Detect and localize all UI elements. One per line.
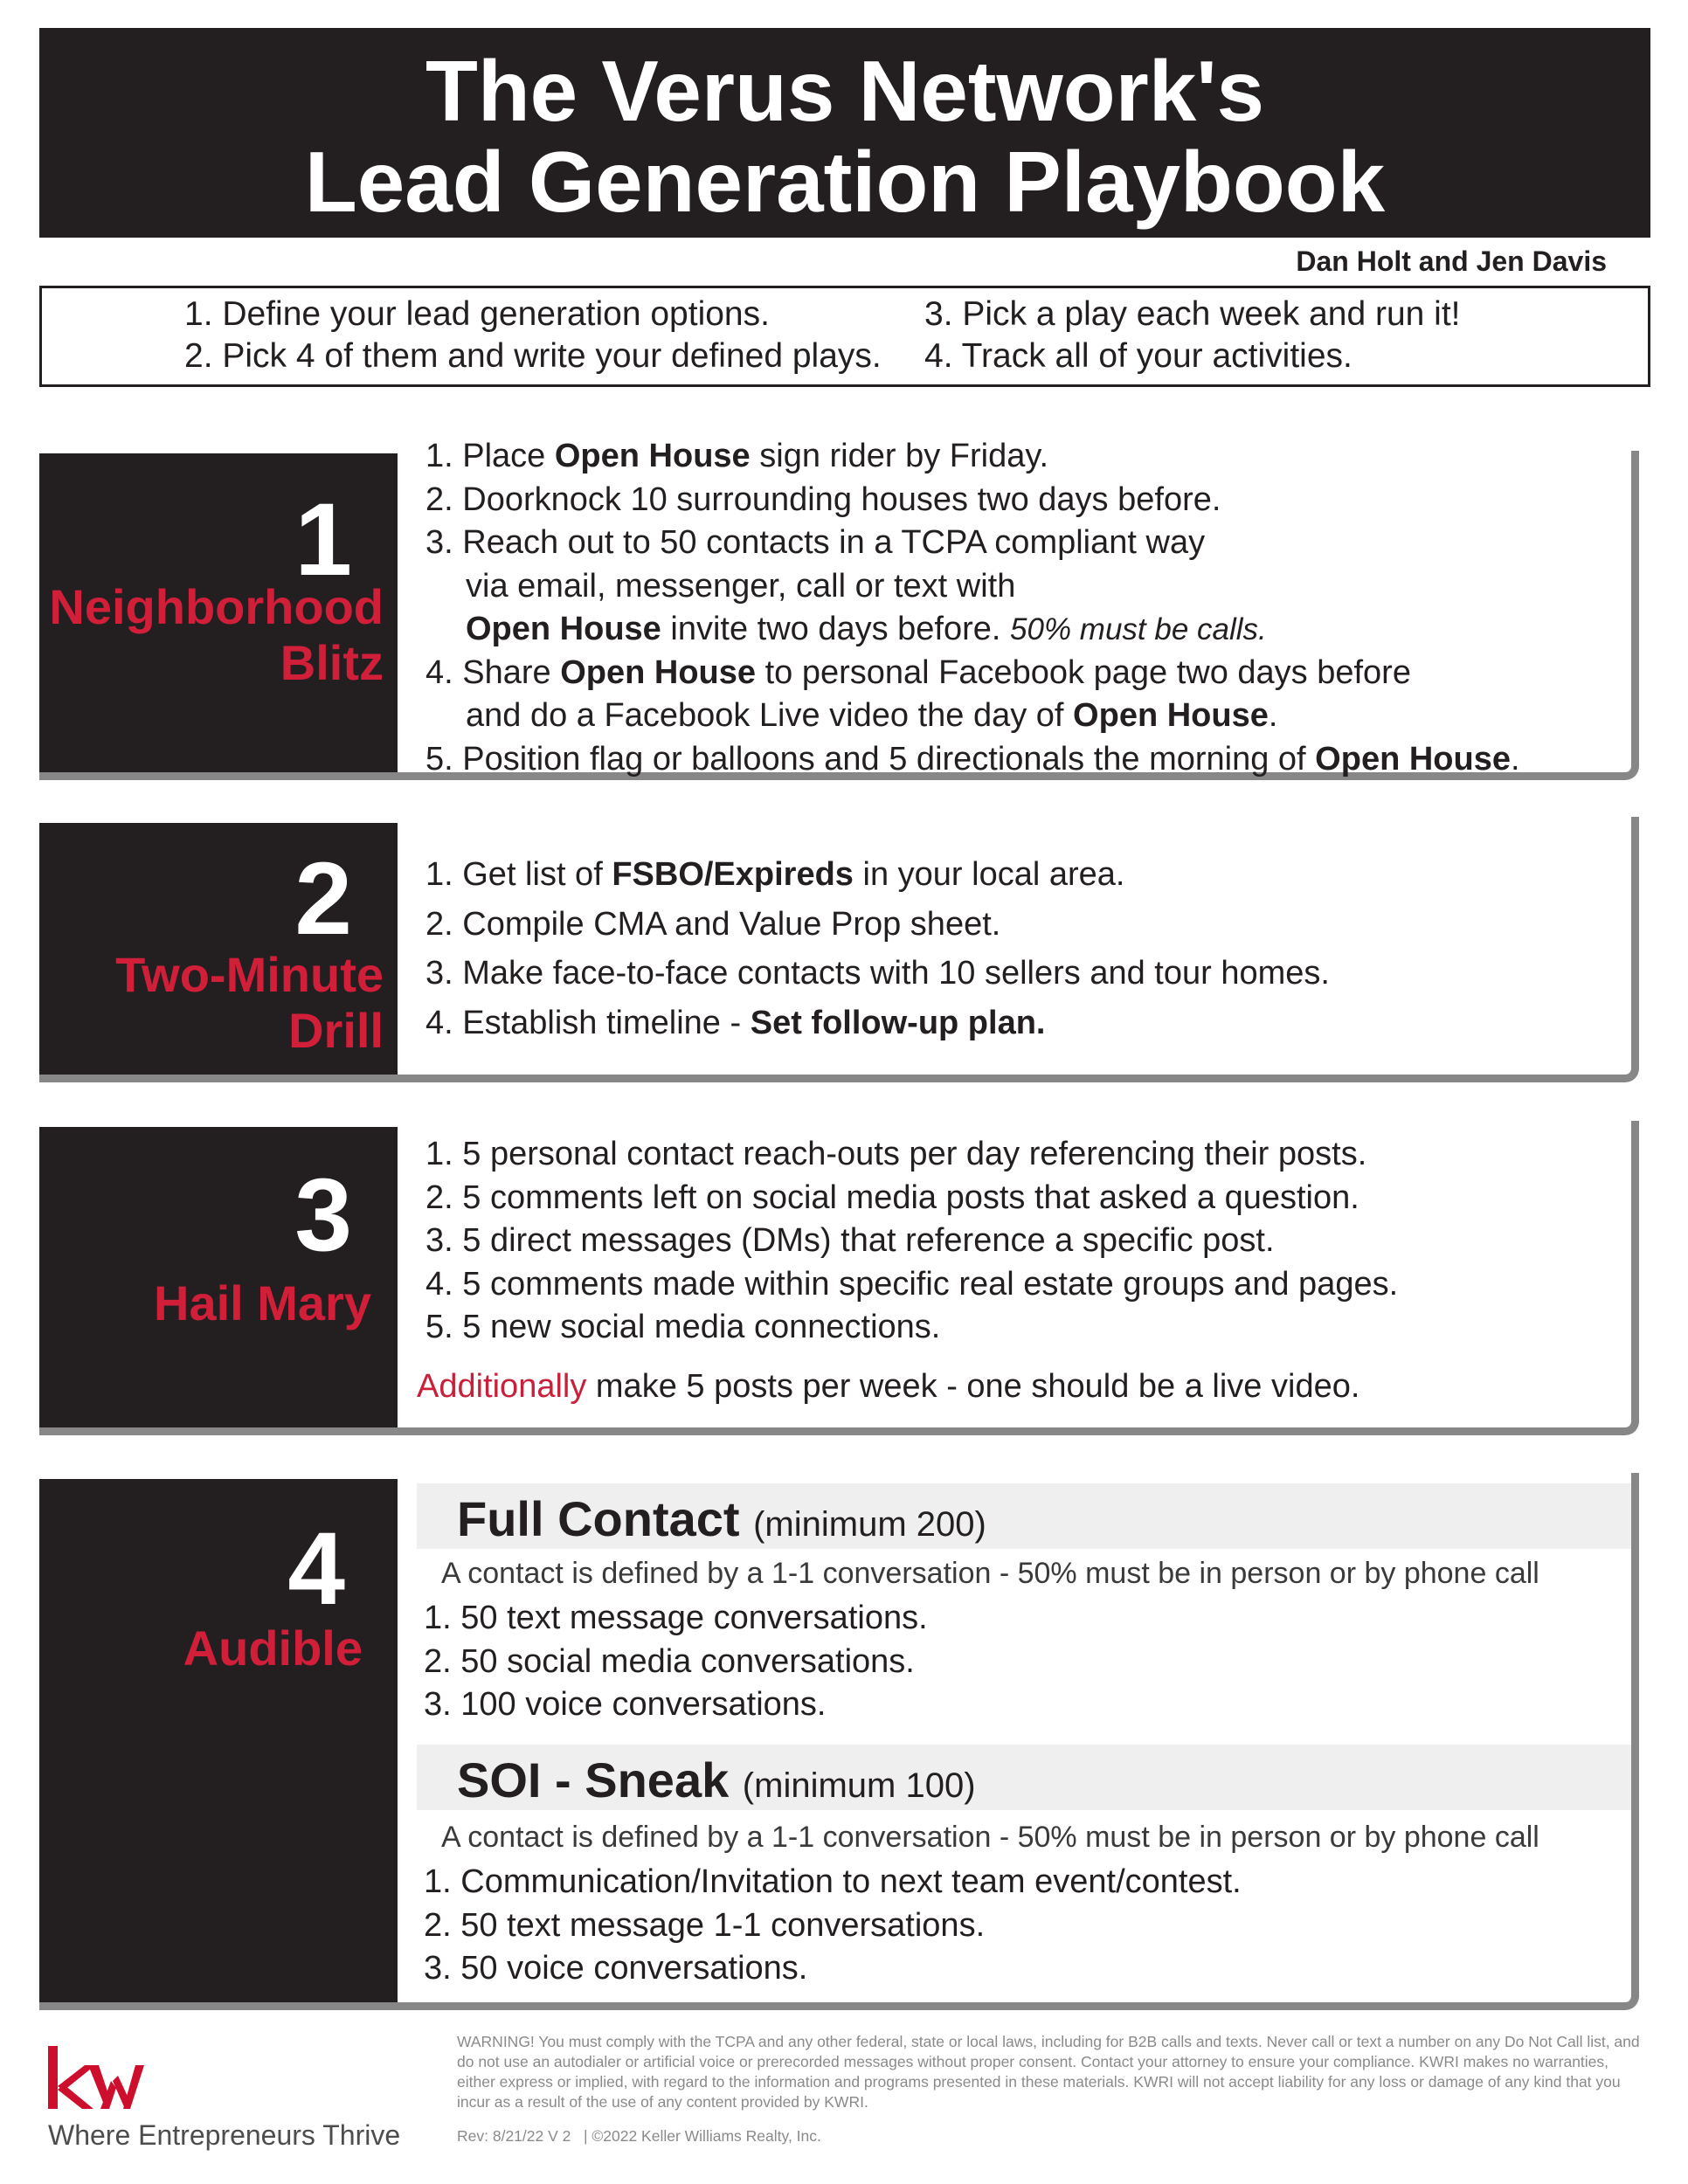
play-1-shadow <box>39 772 406 780</box>
play-4-panel <box>398 1473 1639 2010</box>
full-contact-title: Full Contact <box>457 1491 740 1546</box>
step-line: 2. Doorknock 10 surrounding houses two days before. <box>425 480 1221 518</box>
step-line: 2. 5 comments left on social media posts that asked a question. <box>425 1178 1359 1216</box>
title-banner <box>39 28 1650 238</box>
title-line-2: Lead Generation Playbook <box>304 134 1386 230</box>
play-1-label-block <box>39 453 398 772</box>
play-1-steps <box>425 435 1520 781</box>
full-contact-items <box>424 1597 928 1727</box>
step-line: 3. 100 voice conversations. <box>424 1686 827 1723</box>
play-4-name: Audible <box>183 1621 363 1676</box>
step-line: 5. Position flag or balloons and 5 directionals the morning of Open House. <box>425 740 1520 778</box>
intro-step: 3. Pick a play each week and run it! <box>924 295 1461 333</box>
play-2-label-block <box>39 823 398 1075</box>
kw-logo <box>48 2044 144 2117</box>
title-line-1: The Verus Network's <box>425 43 1265 139</box>
step-line: 1. Place Open House sign rider by Friday. <box>425 438 1049 474</box>
play-2-panel <box>398 817 1639 1082</box>
step-line: Open House invite two days before. 50% must be calls. <box>466 611 1267 647</box>
play-1-number: 1 <box>294 482 352 598</box>
authors: Dan Holt and Jen Davis <box>1296 245 1607 277</box>
play-3-panel <box>398 1121 1639 1435</box>
step-line: 3. Make face-to-face contacts with 10 sellers and tour homes. <box>425 955 1330 992</box>
step-line: via email, messenger, call or text with <box>466 567 1016 605</box>
step-line: 2. 50 social media conversations. <box>424 1642 915 1680</box>
step-line: 2. Compile CMA and Value Prop sheet. <box>425 905 1001 943</box>
step-line: 5. 5 new social media connections. <box>425 1309 941 1345</box>
soi-sneak-items <box>424 1861 1242 1991</box>
step-line: 1. 5 personal contact reach-outs per day referencing their posts. <box>425 1136 1367 1172</box>
intro-step: 4. Track all of your activities. <box>924 337 1352 375</box>
play-3-number: 3 <box>294 1158 352 1273</box>
soi-sneak-minimum: (minimum 100) <box>742 1766 976 1805</box>
step-line: 4. Establish timeline - Set follow-up plan. <box>425 1004 1046 1041</box>
step-line: and do a Facebook Live video the day of Open House. <box>466 697 1278 734</box>
step-line: 1. Communication/Invitation to next team event/contest. <box>424 1863 1242 1900</box>
step-line: 1. Get list of FSBO/Expireds in your local area. <box>425 856 1125 893</box>
play-4-shadow <box>39 2002 406 2010</box>
intro-steps-box <box>39 286 1650 387</box>
play-2-name: Two-Minute Drill <box>115 947 384 1058</box>
additionally-note: Additionally make 5 posts per week - one should be a live video. <box>417 1368 1360 1405</box>
full-contact-definition: A contact is defined by a 1-1 conversation - 50% must be in person or by phone call <box>441 1557 1539 1590</box>
revision-copyright: Rev: 8/21/22 V 2 | ©2022 Keller Williams Realty, Inc. <box>457 2127 821 2145</box>
kw-logo-icon <box>48 2044 144 2112</box>
play-3-shadow <box>39 1427 406 1435</box>
soi-sneak-header <box>417 1745 1631 1810</box>
play-4-number: 4 <box>287 1511 345 1627</box>
step-line: 3. 50 voice conversations. <box>424 1950 808 1987</box>
play-3-name: Hail Mary <box>154 1275 371 1330</box>
step-line: 2. 50 text message 1-1 conversations. <box>424 1906 986 1944</box>
step-line: 3. 5 direct messages (DMs) that reference a specific post. <box>425 1222 1275 1259</box>
play-1-panel <box>398 438 1639 780</box>
intro-step: 2. Pick 4 of them and write your defined plays. <box>184 337 882 375</box>
step-line: 4. 5 comments made within specific real estate groups and pages. <box>425 1265 1399 1303</box>
play-1-name: Neighborhood Blitz <box>49 579 384 690</box>
step-line: 4. Share Open House to personal Facebook page two days before <box>425 653 1411 691</box>
play-2-steps <box>425 850 1330 1047</box>
play-2-shadow <box>39 1075 406 1082</box>
full-contact-minimum: (minimum 200) <box>753 1505 986 1544</box>
full-contact-header <box>417 1483 1631 1549</box>
step-line: 3. Reach out to 50 contacts in a TCPA compliant way <box>425 524 1206 561</box>
step-line: 1. 50 text message conversations. <box>424 1600 928 1636</box>
intro-step: 1. Define your lead generation options. <box>184 295 770 333</box>
play-3-label-block <box>39 1127 398 1427</box>
legal-warning: WARNING! You must comply with the TCPA and any other federal, state or local laws, including for B2B calls and texts. Never call or text a number on any Do Not Call list, and do not use an autodialer or artificial voice or prerecorded messages without proper consent. Contact your attorney to ensure your compliance. KWRI makes no warranties, either express or implied, with regard to the information and programs presented in these materials. KWRI will not accept liability for any loss or damage of any kind that you incur as a result of the use of any content provided by KWRI. <box>457 2033 1640 2111</box>
soi-sneak-definition: A contact is defined by a 1-1 conversation - 50% must be in person or by phone call <box>441 1821 1539 1854</box>
play-2-number: 2 <box>294 841 352 957</box>
tagline: Where Entrepreneurs Thrive <box>48 2119 401 2151</box>
soi-sneak-title: SOI - Sneak <box>457 1752 730 1807</box>
play-3-steps <box>425 1133 1398 1350</box>
play-4-label-block <box>39 1479 398 2002</box>
